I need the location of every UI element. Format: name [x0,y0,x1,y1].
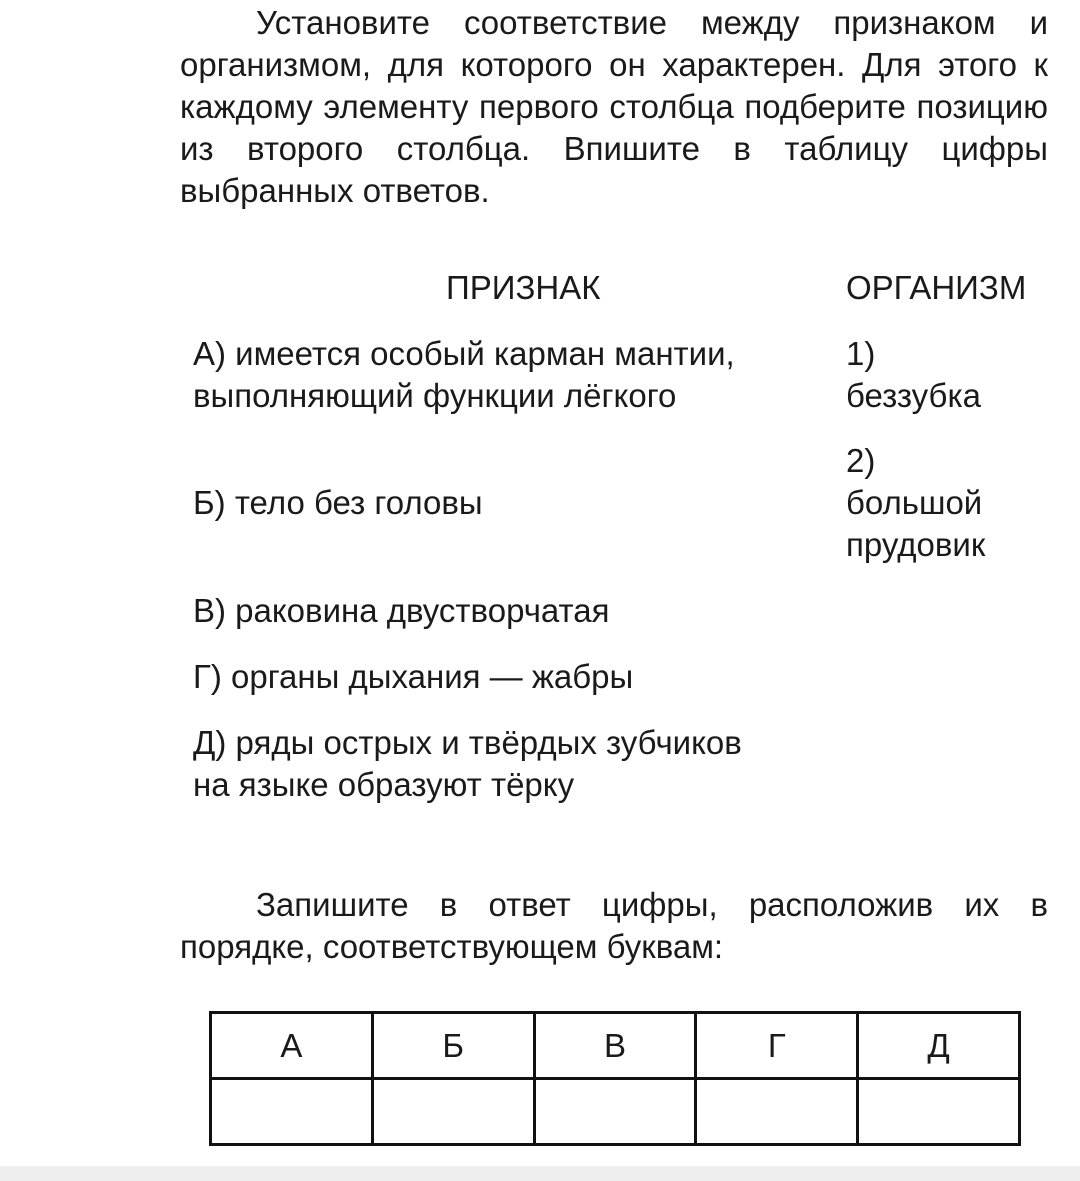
task-instructions [180,2,1048,212]
feature-item-v [193,590,609,632]
feature-text-line: на языке образуют тёрку [193,766,575,803]
organism-name-line: большой [846,484,983,521]
organism-number: 1) [846,335,876,372]
feature-text-line: А) имеется особый карман мантии, [193,335,735,372]
feature-text-line: выполняющий функции лёгкого [193,377,677,414]
feature-text-line: Б) тело без головы [193,484,483,521]
task-instructions-text: Установите соответствие между признаком и организмом, для которого он характерен. Для этого к каждому элементу первого столбца подберите позицию из второго столбца. Впишите в таблицу цифры выбранных ответов. [180,4,1048,209]
answer-header-cell: В [534,1013,696,1079]
answer-header-cell: Д [858,1013,1020,1079]
organism-name-line: прудовик [846,526,986,563]
answer-instructions-text: Запишите в ответ цифры, расположив их в порядке, соответствующем буквам: [180,886,1048,965]
organism-number: 2) [846,442,876,479]
feature-text-line: Д) ряды острых и твёрдых зубчиков [193,724,742,761]
feature-item-d [193,722,742,806]
organism-name-line: беззубка [846,377,981,414]
feature-text-line: Г) органы дыхания — жабры [193,658,634,695]
column-header-organism: ОРГАНИЗМ [846,269,1027,306]
feature-item-a [193,333,735,417]
answer-cell[interactable] [211,1079,373,1145]
answer-cell[interactable] [534,1079,696,1145]
organism-item-1 [846,333,981,417]
answer-cell[interactable] [372,1079,534,1145]
answer-table [209,1011,1021,1146]
answer-header-cell: А [211,1013,373,1079]
column-header-feature: ПРИЗНАК [446,269,601,306]
organism-item-2 [846,440,985,566]
answer-cell[interactable] [858,1079,1020,1145]
feature-item-g [193,656,633,698]
answer-table-header-row [211,1013,1020,1079]
feature-item-b [193,482,483,524]
answer-table-input-row [211,1079,1020,1145]
answer-instructions [180,884,1048,968]
feature-text-line: В) раковина двустворчатая [193,592,610,629]
answer-cell[interactable] [696,1079,858,1145]
answer-header-cell: Г [696,1013,858,1079]
page-bottom-edge [0,1166,1080,1181]
answer-header-cell: Б [372,1013,534,1079]
